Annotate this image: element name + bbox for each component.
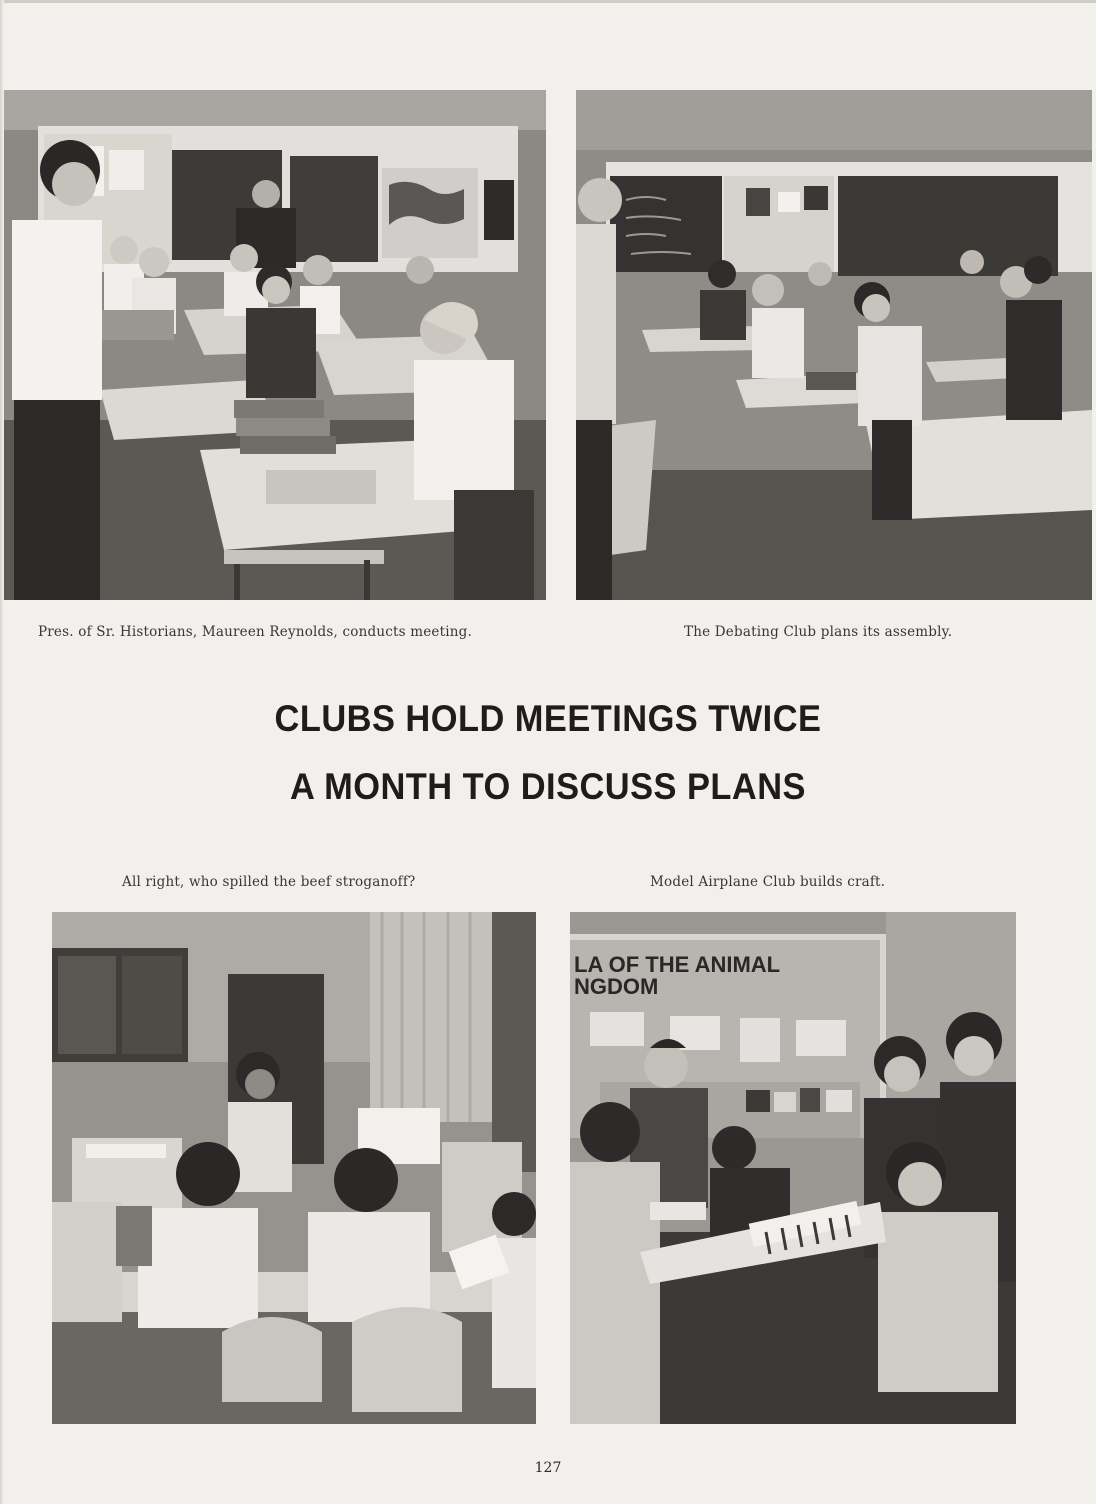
board-heading-line-2: NGDOM — [574, 974, 659, 999]
photo-model-airplane-club — [570, 912, 1016, 1424]
caption-sr-historians: Pres. of Sr. Historians, Maureen Reynolds, conducts meeting. — [38, 624, 472, 640]
photo-debating-club — [576, 90, 1092, 600]
page-number: 127 — [534, 1460, 562, 1476]
photo-sr-historians-meeting — [4, 90, 546, 600]
headline-line-2: A MONTH TO DISCUSS PLANS — [290, 766, 806, 807]
caption-model-airplane-club: Model Airplane Club builds craft. — [650, 874, 886, 890]
page-edge — [0, 0, 1096, 3]
board-heading-line-1: LA OF THE ANIMAL — [574, 952, 781, 977]
photo-cooking-class — [52, 912, 536, 1424]
caption-debating-club: The Debating Club plans its assembly. — [684, 624, 953, 640]
headline-line-1: CLUBS HOLD MEETINGS TWICE — [274, 698, 822, 739]
caption-home-economics: All right, who spilled the beef stroganoff? — [122, 874, 416, 890]
